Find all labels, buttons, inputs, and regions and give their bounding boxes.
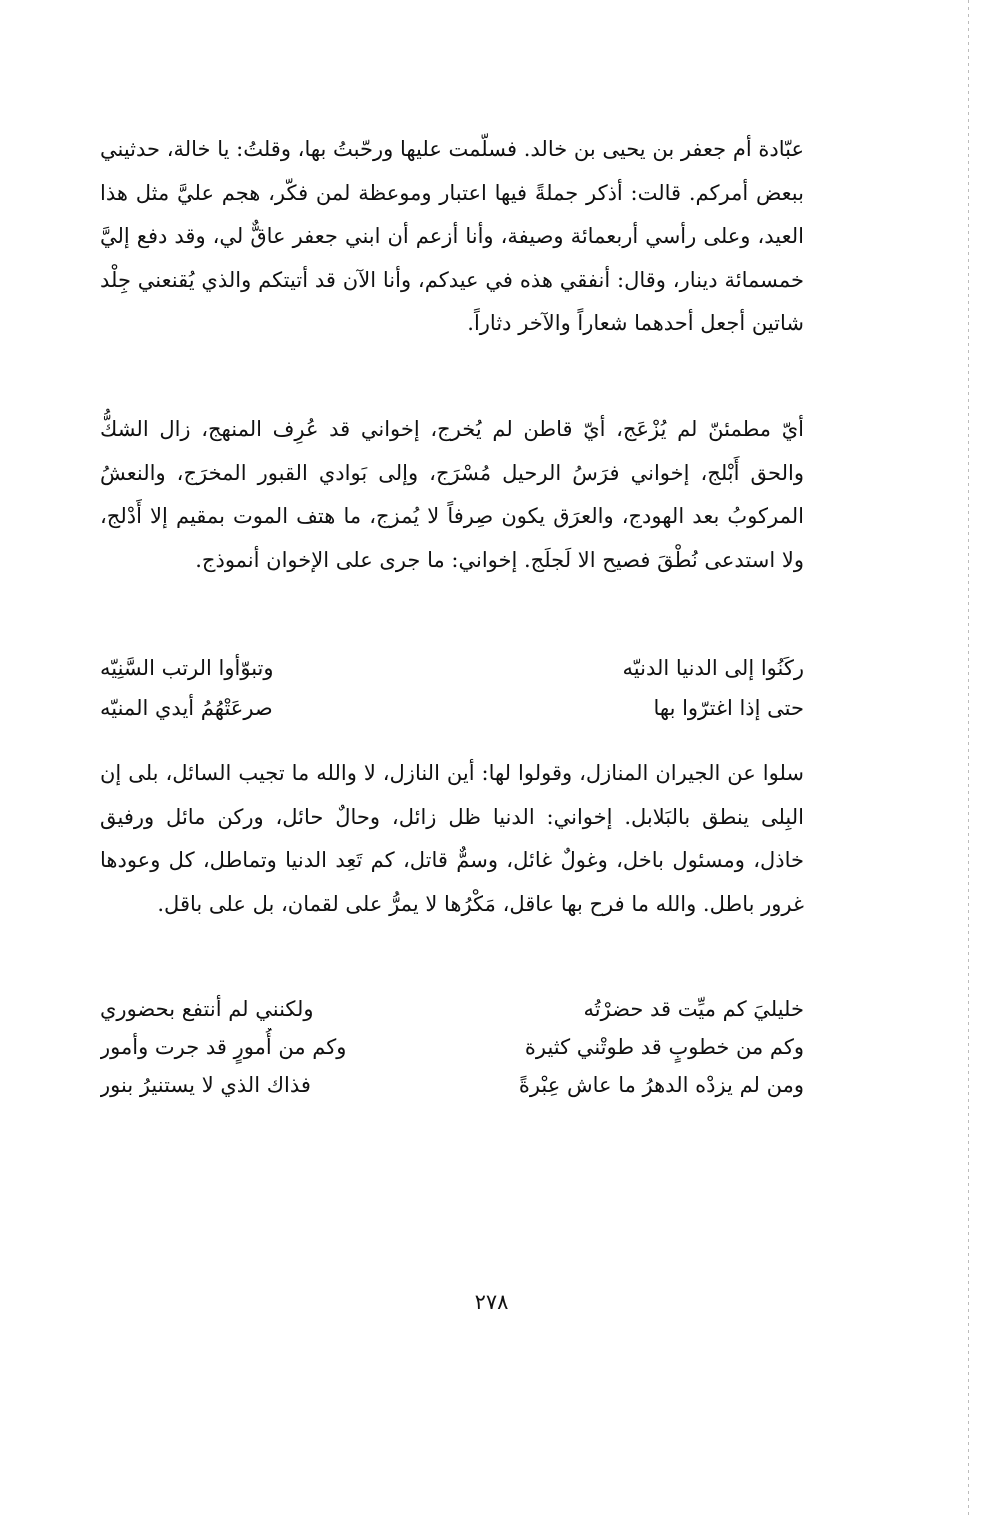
- verse-first-hemistich: خليليَ كم ميِّت قد حضرْتُه: [583, 997, 804, 1021]
- poem-2: [100, 990, 804, 1104]
- verse-second-hemistich: فذاك الذي لا يستنيرُ بنور: [100, 1073, 311, 1097]
- verse-first-hemistich: ومن لم يزدْه الدهرُ ما عاش عِبْرةً: [518, 1073, 804, 1097]
- poem-2-verse: [100, 1066, 804, 1104]
- poem-2-verse: [100, 990, 804, 1028]
- verse-second-hemistich: ولكنني لم أنتفع بحضوري: [100, 997, 314, 1021]
- poem-1: [100, 648, 804, 728]
- verse-first-hemistich: حتى إذا اغترّوا بها: [653, 696, 804, 720]
- paragraph-2: أيّ مطمئنّ لم يُزْعَج، أيّ قاطن لم يُخرج، إخواني قد عُرِف المنهج، زال الشكُّ والحق أَبْلج، إخواني فرَسُ الرحيل مُسْرَج، وإلى بَوادي القبور المخرَج، والنعشُ المركوبُ بعد الهودج، والعرَق يكون صِرفاً لا يُمزج، ما هتف الموت بمقيم إلا أَدْلج، ولا استدعى نُطْقَ فصيح الا لَجلَج. إخواني: ما جرى على الإخوان أنموذج.: [100, 417, 804, 572]
- paragraph-1: عبّادة أم جعفر بن يحيى بن خالد. فسلّمت عليها ورحّبتُ بها، وقلتُ: يا خالة، حدثيني ببعض أمركم. قالت: أذكر جملةً فيها اعتبار وموعظة لمن فكّر، هجم عليَّ مثل هذا العيد، وعلى رأسي أربعمائة وصيفة، وأنا أزعم أن ابني جعفر عاقٌّ لي، وقد دفع إليَّ خمسمائة دينار، وقال: أنفقي هذه في عيدكم، وأنا الآن قد أتيتكم والذي يُقنعني جِلْد شاتين أجعل أحدهما شعاراً والآخر دثاراً.: [100, 137, 804, 335]
- page-number: ٢٧٨: [474, 1290, 509, 1314]
- verse-first-hemistich: ركَنُوا إلى الدنيا الدنيّه: [622, 656, 804, 680]
- paragraph-3: سلوا عن الجيران المنازل، وقولوا لها: أين النازل، لا والله ما تجيب السائل، بلى إن البِلى ينطق بالبَلابل. إخواني: الدنيا ظل زائل، وحالٌ حائل، وركن مائل ورفيق خاذل، ومسئول باخل، وغولٌ غائل، وسمٌّ قاتل، كم تَعِد الدنيا وتماطل، كل وعودها غرور باطل. والله ما فرح بها عاقل، مَكْرُها لا يمرُّ على لقمان، بل على باقل.: [100, 761, 804, 916]
- poem-2-verse: [100, 1028, 804, 1066]
- poem-1-verse: [100, 688, 804, 728]
- poem-1-verse: [100, 648, 804, 688]
- verse-second-hemistich: وكم من أُمورٍ قد جرت وأمور: [100, 1035, 347, 1059]
- verse-second-hemistich: صرعَتْهُمُ أيدي المنيّه: [100, 696, 273, 720]
- verse-first-hemistich: وكم من خطوبٍ قد طوتْني كثيرة: [524, 1035, 804, 1059]
- verse-second-hemistich: وتبوّأوا الرتب السَّنِيّه: [100, 656, 274, 680]
